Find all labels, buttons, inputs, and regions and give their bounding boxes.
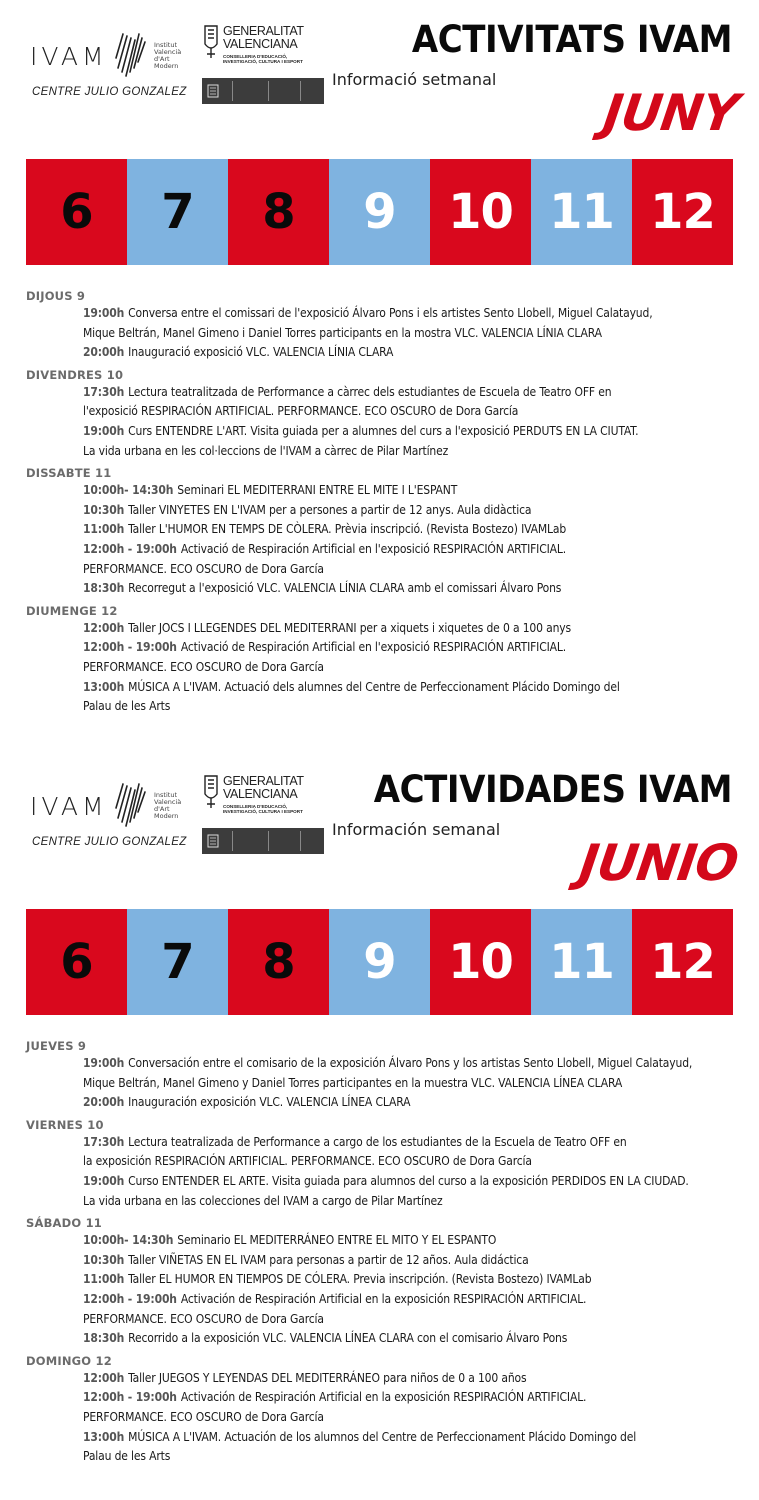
day-cell-10: 10 [430, 159, 531, 265]
event-description: Activación de Respiración Artificial en la exposición RESPIRACIÓN ARTIFICIAL. PERFORMANCE. ECO OSCURO de Dora García [83, 1390, 587, 1424]
ivam-institute-line: Valencià [154, 798, 182, 806]
ivam-institute-line: d'Art [154, 55, 170, 63]
ministry-logo-bar [202, 78, 324, 104]
event-description: MÚSICA A L'IVAM. Actuación de los alumnos del Centre de Perfeccionament Plácido Domingo del Palau de les Arts [83, 1429, 637, 1464]
day-cell-11: 11 [531, 909, 632, 1015]
event-item [26, 1290, 741, 1329]
event-time: 10:30h [83, 1252, 125, 1267]
event-time: 12:00h - 19:00h [83, 640, 177, 655]
ministry-divider [232, 81, 233, 101]
event-item [26, 304, 741, 343]
day-cell-9: 9 [329, 159, 430, 265]
event-item [26, 579, 741, 599]
event-description: Activació de Respiración Artificial en l'exposició RESPIRACIÓN ARTIFICIAL. PERFORMANCE. ECO OSCURO de Dora García [83, 640, 567, 674]
ministry-crest-icon [206, 832, 220, 850]
event-item [26, 422, 741, 461]
agenda [26, 288, 741, 717]
ministry-divider [268, 831, 269, 851]
event-item [26, 678, 741, 717]
day-heading: JUEVES 9 [26, 1039, 87, 1053]
page-subtitle: Informació setmanal [332, 70, 497, 89]
ivam-subtitle: CENTRE JULIO GONZALEZ [32, 836, 187, 848]
event-description: Taller EL HUMOR EN TIEMPOS DE CÓLERA. Previa inscripción. (Revista Bostezo) IVAMLab [128, 1272, 592, 1287]
ivam-institute-line: Institut [154, 41, 177, 49]
event-description: Taller JOCS I LLEGENDES DEL MEDITERRANI per a xiquets i xiquetes de 0 a 100 anys [128, 620, 571, 635]
event-description: Lectura teatralitzada de Performance a càrrec dels estudiantes de Escuela de Teatro OFF en l'exposició RESPIRACIÓN ARTIFICIAL. PERFORMANCE. ECO OSCURO de Dora García [83, 384, 612, 419]
conselleria-line: INVESTIGACIÓ, CULTURA I ESPORT [223, 809, 303, 815]
generalitat-crest-icon [202, 774, 220, 810]
event-time: 19:00h [83, 306, 125, 320]
event-time: 13:00h [83, 679, 125, 694]
ministry-divider [300, 831, 301, 851]
day-cell-8: 8 [228, 909, 329, 1015]
day-heading: SÁBADO 11 [26, 1216, 102, 1231]
day-cell-9: 9 [329, 909, 430, 1015]
day-cell-11: 11 [531, 159, 632, 265]
event-item [26, 343, 741, 363]
ivam-symbol-icon [113, 28, 149, 82]
conselleria-name [223, 54, 303, 65]
ministry-crest-icon [206, 82, 220, 100]
event-time: 18:30h [83, 1331, 125, 1346]
generalitat-name [223, 775, 304, 801]
ivam-institute-text [154, 42, 181, 70]
ivam-wordmark: IVAM [30, 792, 108, 821]
day-cell-10: 10 [430, 909, 531, 1015]
month-label: JUNIO [575, 834, 742, 892]
page-subtitle: Información semanal [332, 820, 501, 839]
conselleria-line: INVESTIGACIÓ, CULTURA I ESPORT [223, 59, 303, 65]
ivam-institute-line: Modern [154, 812, 179, 820]
day-cell-6: 6 [26, 909, 127, 1015]
event-description: Taller VIÑETAS EN EL IVAM para personas a partir de 12 años. Aula didáctica [128, 1252, 529, 1267]
agenda [26, 1038, 741, 1467]
event-time: 11:00h [83, 1272, 125, 1287]
ivam-institute-line: Modern [154, 62, 179, 70]
event-item [26, 1251, 741, 1271]
day-cell-12: 12 [632, 159, 733, 265]
event-item [26, 1133, 741, 1172]
event-description: Conversa entre el comissari de l'exposició Álvaro Pons i els artistes Sento Llobell, Miguel Calatayud, Mique Beltrán, Manel Gimeno i Daniel Torres participants en la mostra VLC. VALENCIA LÍNIA CLARA [83, 306, 653, 340]
generalitat-name-line: GENERALITAT [223, 774, 304, 788]
event-description: Recorregut a l'exposició VLC. VALENCIA LÍNIA CLARA amb el comissari Álvaro Pons [128, 581, 562, 596]
ivam-institute-line: Institut [154, 791, 177, 799]
event-description: MÚSICA A L'IVAM. Actuació dels alumnes del Centre de Perfeccionament Plácido Domingo del Palau de les Arts [83, 679, 620, 714]
event-description: Inauguración exposición VLC. VALENCIA LÍNEA CLARA [128, 1095, 411, 1110]
event-time: 20:00h [83, 345, 125, 360]
event-time: 11:00h [83, 522, 125, 537]
event-time: 12:00h - 19:00h [83, 541, 177, 556]
ivam-symbol-icon [113, 778, 149, 832]
day-heading: VIERNES 10 [26, 1117, 104, 1132]
event-item [26, 1369, 741, 1389]
ivam-logo [30, 772, 190, 852]
day-heading: DIVENDRES 10 [26, 367, 124, 382]
event-description: Curso ENTENDER EL ARTE. Visita guiada para alumnos del curso a la exposición PERDIDOS EN LA CIUDAD. La vida urbana en las colecciones del IVAM a cargo de Pilar Martínez [83, 1173, 689, 1208]
section-spanish [0, 750, 759, 1500]
event-item [26, 1428, 741, 1467]
day-heading: DISSABTE 11 [26, 466, 112, 481]
event-time: 12:00h - 19:00h [83, 1390, 177, 1405]
event-item [26, 383, 741, 422]
day-heading: DIUMENGE 12 [26, 603, 118, 618]
event-item [26, 1231, 741, 1251]
event-description: Inauguració exposició VLC. VALENCIA LÍNIA CLARA [128, 345, 394, 360]
day-cell-12: 12 [632, 909, 733, 1015]
generalitat-name-line: GENERALITAT [223, 24, 304, 38]
event-item [26, 501, 741, 521]
day-cell-7: 7 [127, 159, 228, 265]
event-time: 12:00h [83, 1370, 125, 1385]
event-description: Taller JUEGOS Y LEYENDAS DEL MEDITERRÁNEO para niños de 0 a 100 años [128, 1370, 527, 1385]
ivam-logo [30, 22, 190, 102]
event-description: Lectura teatralizada de Performance a cargo de los estudiantes de la Escuela de Teatro OFF en la exposición RESPIRACIÓN ARTIFICIAL. PERFORMANCE. ECO OSCURO de Dora García [83, 1134, 627, 1169]
event-time: 19:00h [83, 423, 125, 438]
ministry-divider [232, 831, 233, 851]
generalitat-name [223, 25, 304, 51]
event-description: Taller L'HUMOR EN TEMPS DE CÒLERA. Prèvia inscripció. (Revista Bostezo) IVAMLab [128, 522, 567, 537]
ivam-institute-line: Valencià [154, 48, 182, 56]
event-time: 18:30h [83, 581, 125, 596]
month-label: JUNY [599, 84, 742, 142]
generalitat-logo [202, 774, 328, 860]
page-title: ACTIVITATS IVAM [411, 18, 732, 61]
event-item [26, 619, 741, 639]
conselleria-line: CONSELLERIA D'EDUCACIÓ, [223, 804, 288, 809]
ministry-divider [268, 81, 269, 101]
ivam-subtitle: CENTRE JULIO GONZALEZ [32, 86, 187, 98]
event-time: 13:00h [83, 1429, 125, 1444]
generalitat-name-line: VALENCIANA [223, 37, 298, 51]
event-time: 12:00h - 19:00h [83, 1291, 177, 1306]
event-time: 19:00h [83, 1056, 125, 1070]
event-time: 10:30h [83, 502, 125, 517]
generalitat-logo [202, 24, 328, 110]
event-time: 10:00h- 14:30h [83, 483, 174, 498]
event-item [26, 1172, 741, 1211]
event-description: Recorrido a la exposición VLC. VALENCIA LÍNEA CLARA con el comisario Álvaro Pons [128, 1331, 568, 1346]
day-strip [26, 909, 733, 1015]
event-item [26, 481, 741, 501]
event-description: Conversación entre el comisario de la exposición Álvaro Pons y los artistas Sento Llobell, Miguel Calatayud, Mique Beltrán, Manel Gimeno y Daniel Torres participantes en la muestra VLC. VALENCIA LÍNEA CLARA [83, 1056, 693, 1090]
event-time: 20:00h [83, 1095, 125, 1110]
event-item [26, 540, 741, 579]
event-time: 10:00h- 14:30h [83, 1233, 174, 1248]
day-strip [26, 159, 733, 265]
event-time: 19:00h [83, 1173, 125, 1188]
day-cell-7: 7 [127, 909, 228, 1015]
day-heading: DOMINGO 12 [26, 1353, 112, 1368]
generalitat-name-line: VALENCIANA [223, 787, 298, 801]
generalitat-crest-icon [202, 24, 220, 60]
event-item [26, 1329, 741, 1349]
event-description: Activación de Respiración Artificial en la exposición RESPIRACIÓN ARTIFICIAL. PERFORMANCE. ECO OSCURO de Dora García [83, 1291, 587, 1326]
ivam-wordmark: IVAM [30, 42, 108, 71]
day-cell-8: 8 [228, 159, 329, 265]
conselleria-line: CONSELLERIA D'EDUCACIÓ, [223, 54, 288, 59]
ivam-institute-line: d'Art [154, 805, 170, 813]
event-description: Curs ENTENDRE L'ART. Visita guiada per a alumnes del curs a l'exposició PERDUTS EN LA CIUTAT. La vida urbana en les col·leccions de l'IVAM a càrrec de Pilar Martínez [83, 423, 639, 458]
day-cell-6: 6 [26, 159, 127, 265]
conselleria-name [223, 804, 303, 815]
page-title: ACTIVIDADES IVAM [373, 768, 732, 811]
event-description: Activació de Respiración Artificial en l'exposició RESPIRACIÓN ARTIFICIAL. PERFORMANCE. ECO OSCURO de Dora García [83, 541, 567, 576]
ministry-divider [300, 81, 301, 101]
ivam-institute-text [154, 792, 181, 820]
event-item [26, 638, 741, 677]
ministry-logo-bar [202, 828, 324, 854]
event-time: 12:00h [83, 620, 125, 635]
event-description: Taller VINYETES EN L'IVAM per a persones a partir de 12 anys. Aula didàctica [128, 502, 532, 517]
event-time: 17:30h [83, 1134, 125, 1149]
event-item [26, 520, 741, 540]
event-time: 17:30h [83, 384, 125, 399]
event-item [26, 1054, 741, 1093]
event-description: Seminario EL MEDITERRÁNEO ENTRE EL MITO Y EL ESPANTO [177, 1233, 497, 1248]
event-item [26, 1093, 741, 1113]
event-description: Seminari EL MEDITERRANI ENTRE EL MITE I L'ESPANT [177, 483, 458, 498]
day-heading: DIJOUS 9 [26, 289, 86, 303]
event-item [26, 1388, 741, 1427]
event-item [26, 1270, 741, 1290]
